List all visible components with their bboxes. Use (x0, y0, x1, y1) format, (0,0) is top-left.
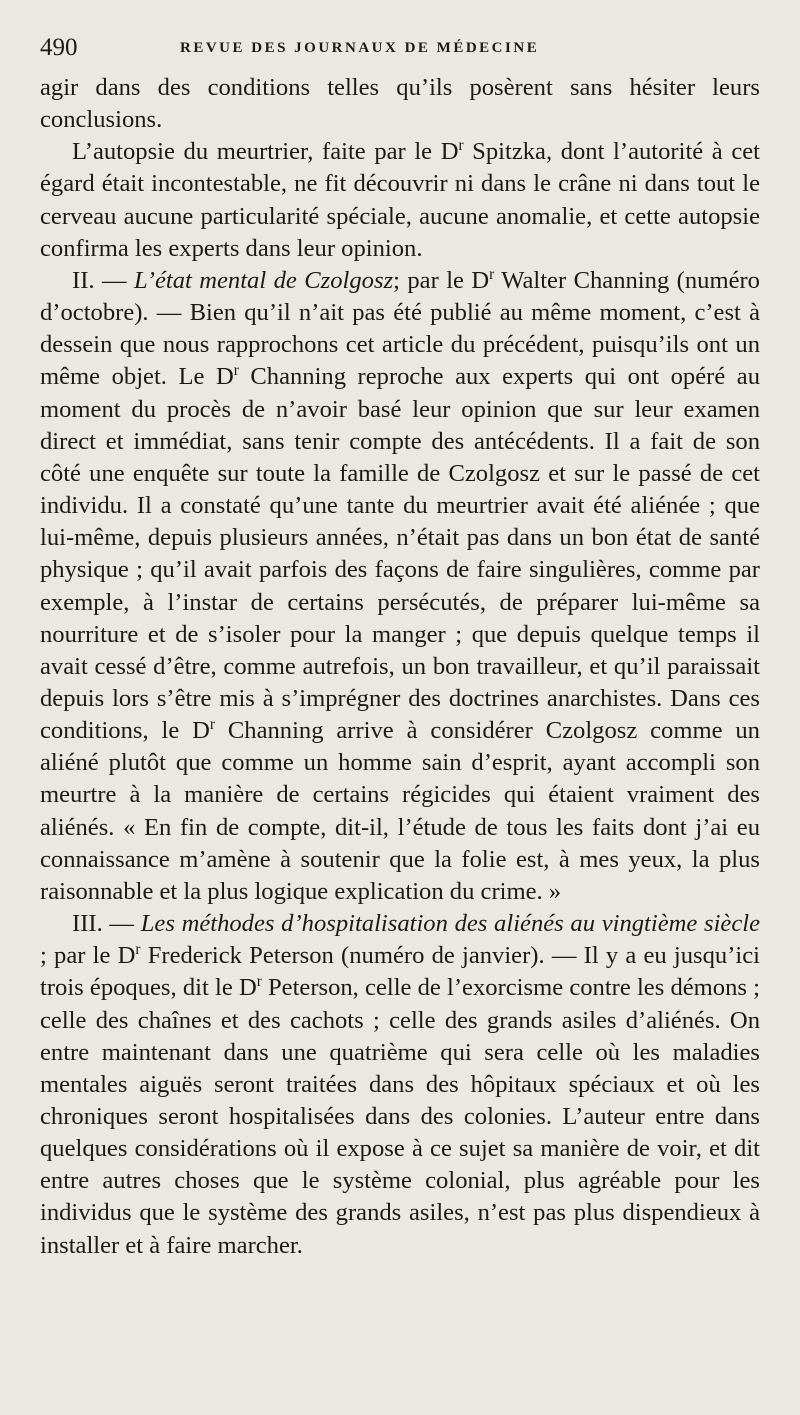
section-title: Les méthodes d’hospitalisation des aliénés au vingtième siècle (140, 910, 761, 938)
article-body (40, 72, 760, 1262)
paragraph-text: Channing reproche aux experts qui ont opéré au moment du procès de n’avoir basé leur opinion que sur leur examen direct et immédiat, sans tenir compte des antécédents. Il a fait de son côté une enquête sur toute la famille de Czolgosz et sur le passé de cet individu. Il a constaté qu’une tante du meurtrier avait été aliénée ; que lui-même, depuis plusieurs années, n’était pas dans un bon état de santé physique ; qu’il avait parfois des façons de faire singulières, comme par exemple, à l’instar de certains persécutés, de préparer lui-même sa nourriture et de s’isoler pour la manger ; que depuis quelque temps il avait cessé d’être, comme autrefois, un bon travailleur, et qu’il paraissait depuis lors s’être mis à s’imprégner des doctrines anarchistes. Dans ces conditions, le D (40, 363, 760, 745)
doctor-abbrev-superscript: r (256, 973, 262, 991)
doctor-abbrev-superscript: r (135, 941, 141, 959)
section-iii-paragraph (40, 908, 760, 1262)
paragraph-text: ; par le D (393, 266, 490, 294)
paragraph-text: Spitzka, dont l’autorité à cet égard était incontestable, ne fit découvrir ni dans le crâne ni dans tout le cerveau aucune particularité spéciale, aucune anomalie, et cette autopsie confirma les experts dans leur opinion. (40, 138, 761, 262)
paragraph-text: ; par le D (40, 942, 136, 970)
paragraph-text: agir dans des conditions telles qu’ils posèrent sans hésiter leurs conclusions. (40, 74, 760, 134)
doctor-abbrev-superscript: r (233, 362, 239, 380)
paragraph-text: L’autopsie du meurtrier, faite par le D (72, 138, 459, 166)
paragraph-continuation (40, 72, 760, 136)
page-number: 490 (40, 34, 78, 61)
running-title: REVUE DES JOURNAUX DE MÉDECINE (180, 40, 540, 56)
section-numeral: II. — (72, 266, 134, 294)
section-ii-paragraph (40, 265, 760, 908)
section-numeral: III. — (72, 910, 141, 938)
paragraph-text: Channing arrive à considérer Czolgosz comme un aliéné plutôt que comme un homme sain d’esprit, ayant accompli son meurtre à la manière de certains régicides qui étaient vraiment des aliénés. « En fin de compte, dit-il, l’étude de tous les faits dont j’ai eu connaissance m’amène à soutenir que la folie est, à mes yeux, la plus raisonnable et la plus logique explication du crime. » (40, 717, 760, 905)
paragraph-text: Frederick Peterson (numéro de janvier). — Il y a eu jusqu’ici trois époques, dit le D (40, 942, 760, 1002)
paragraph-text: Walter Channing (numéro d’octobre). — Bien qu’il n’ait pas été publié au même moment, c’est à dessein que nous rapprochons cet article du précédent, puisqu’ils ont un même objet. Le D (40, 266, 760, 391)
page-header (40, 34, 760, 70)
doctor-abbrev-superscript: r (458, 137, 464, 155)
section-title: L’état mental de Czolgosz (133, 266, 394, 294)
paragraph-text: Peterson, celle de l’exorcisme contre les démons ; celle des chaînes et des cachots ; celle des grands asiles d’aliénés. On entre maintenant dans une quatrième qui sera celle où les maladies mentales aiguës seront traitées dans des hôpitaux spéciaux et où les chroniques seront hospitalisées dans des colonies. L’auteur entre dans quelques considérations où il expose à ce sujet sa manière de voir, et dit entre autres choses que le système colonial, plus agréable pour les individus que le système des grands asiles, n’est pas plus dispendieux à installer et à faire marcher. (40, 974, 760, 1259)
doctor-abbrev-superscript: r (489, 265, 495, 283)
doctor-abbrev-superscript: r (209, 715, 215, 733)
paragraph-autopsy (40, 136, 760, 265)
